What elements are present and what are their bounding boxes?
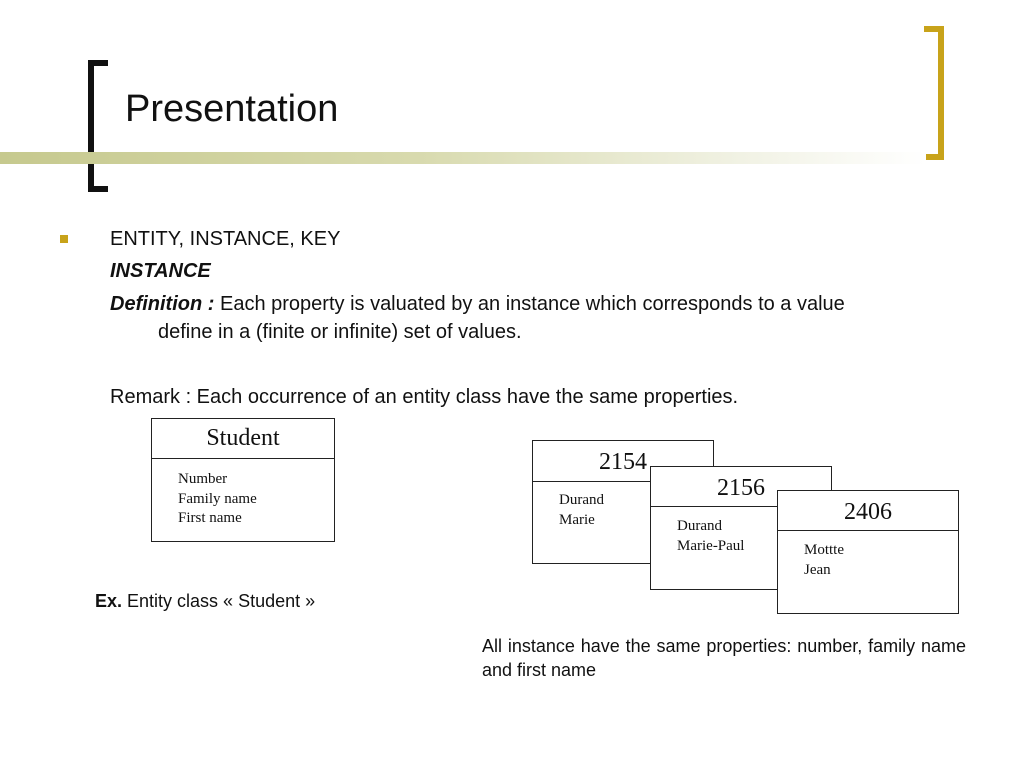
instance-family-name: Mottte — [804, 542, 844, 558]
example-caption — [95, 590, 315, 612]
left-bracket-decoration — [88, 60, 108, 192]
instance-first-name: Marie — [559, 512, 595, 528]
right-bracket-decoration — [924, 26, 944, 160]
instance-family-name: Durand — [559, 492, 604, 508]
instance-number: 2406 — [778, 491, 958, 531]
title-underline-band — [0, 152, 926, 164]
entity-attribute-number: Number — [178, 471, 228, 487]
entity-attribute-first-name: First name — [178, 510, 242, 526]
instance-number: 2156 — [651, 467, 831, 507]
definition-label: Definition : — [110, 293, 215, 315]
instance-box-2406 — [777, 490, 959, 614]
remark-text: Remark : Each occurrence of an entity class have the same properties. — [110, 386, 739, 408]
example-label: Ex. — [95, 591, 123, 611]
instance-first-name: Jean — [804, 562, 831, 578]
example-text: Entity class « Student » — [122, 591, 316, 611]
instance-first-name: Marie-Paul — [677, 538, 745, 554]
bullet-heading: ENTITY, INSTANCE, KEY — [110, 228, 341, 250]
instances-note: All instance have the same properties: number, family name and first name — [482, 636, 966, 680]
instance-subheading: INSTANCE — [110, 260, 211, 282]
entity-class-box — [151, 418, 335, 542]
entity-class-name: Student — [152, 419, 334, 459]
bullet-marker — [60, 235, 68, 243]
entity-attribute-family-name: Family name — [178, 491, 257, 507]
definition-text-1: Each property is valuated by an instance which corresponds to a value — [214, 293, 845, 315]
instance-number: 2154 — [533, 441, 713, 482]
slide-title: Presentation — [125, 88, 339, 130]
instance-family-name: Durand — [677, 518, 722, 534]
definition-line-2: define in a (finite or infinite) set of values. — [158, 321, 522, 343]
definition-line-1 — [110, 292, 845, 316]
